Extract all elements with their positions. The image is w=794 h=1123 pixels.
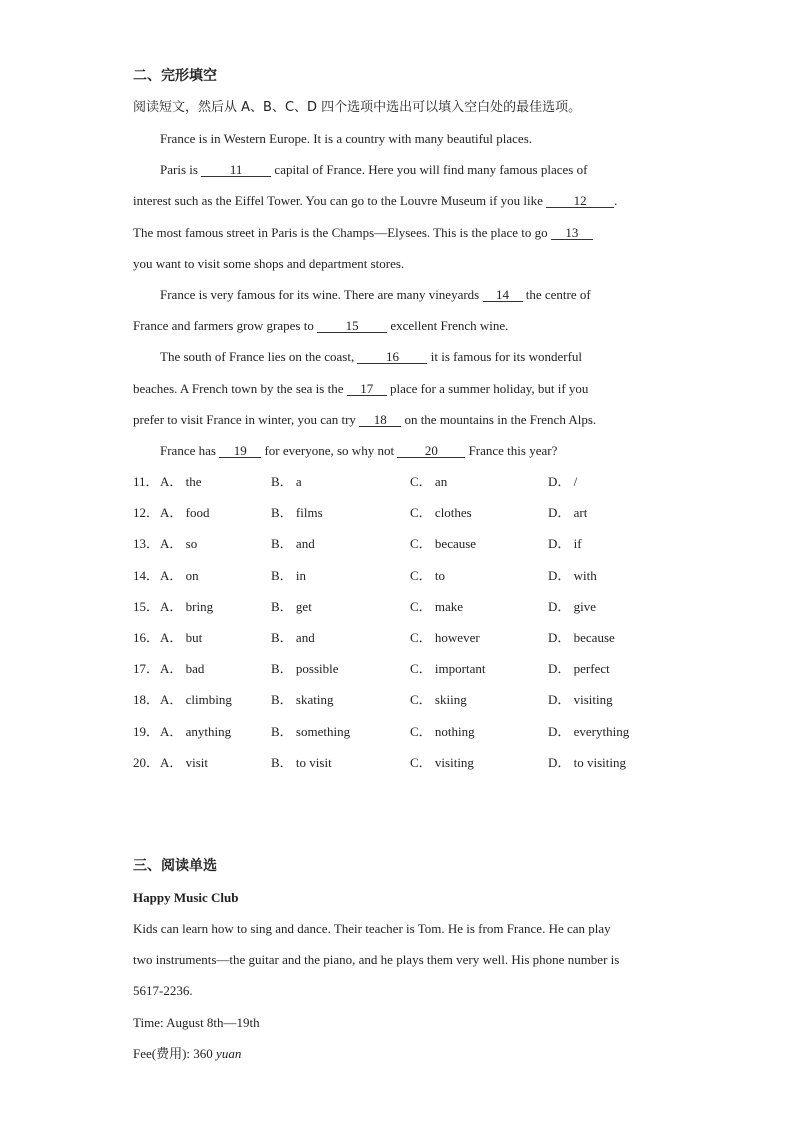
paragraph-4-line-2: beaches. A French town by the sea is the 17 place for a summer holiday, but if you: [133, 381, 589, 396]
blank-18: 18: [359, 413, 401, 427]
paragraph-2-line-1: Paris is 11 capital of France. Here you will find many famous places of: [160, 162, 588, 177]
instruction-text: 阅读短文，然后从 A、B、C、D 四个选项中选出可以填入空白处的最佳选项。: [133, 100, 582, 115]
paragraph-2-line-3: The most famous street in Paris is the Champs—Elysees. This is the place to go 13: [133, 225, 593, 241]
option-a: A． bad: [160, 661, 205, 676]
option-c: C． nothing: [410, 724, 475, 739]
paragraph-2-line-2: interest such as the Eiffel Tower. You can go to the Louvre Museum if you like 12 .: [133, 193, 618, 208]
blank-17: 17: [347, 382, 387, 396]
option-a: A． food: [160, 505, 210, 520]
blank-20: 20: [397, 444, 465, 458]
option-d: D． because: [548, 630, 615, 645]
option-b: B． and: [271, 630, 315, 645]
blank-13: 13: [551, 226, 593, 240]
paragraph-2-line-4: you want to visit some shops and department stores.: [133, 256, 405, 271]
option-d: D． perfect: [548, 661, 610, 676]
option-c: C． because: [410, 536, 477, 551]
question-number: 15．: [133, 599, 160, 614]
option-b: B． possible: [271, 661, 339, 676]
article-line-2: two instruments—the guitar and the piano, and he plays them very well. His phone number is: [133, 952, 620, 967]
question-number: 17．: [133, 661, 160, 676]
option-d: D． everything: [548, 724, 630, 739]
option-c: C． make: [410, 599, 464, 614]
option-b: B． to visit: [271, 755, 332, 770]
option-a: A． so: [160, 536, 198, 551]
option-c: C． clothes: [410, 505, 472, 520]
blank-16: 16: [357, 350, 427, 364]
option-d: D． with: [548, 568, 597, 583]
question-number: 19．: [133, 724, 160, 739]
option-c: C． important: [410, 661, 486, 676]
question-number: 12．: [133, 505, 160, 520]
paragraph-1: France is in Western Europe. It is a country with many beautiful places.: [160, 131, 532, 146]
option-c: C． an: [410, 474, 448, 489]
article-title: Happy Music Club: [133, 890, 239, 905]
option-c: C． visiting: [410, 755, 474, 770]
option-b: B． something: [271, 724, 351, 739]
paragraph-4-line-1: The south of France lies on the coast, 16 it is famous for its wonderful: [160, 349, 583, 364]
option-d: D． give: [548, 599, 597, 614]
option-a: A． the: [160, 474, 202, 489]
option-b: B． in: [271, 568, 307, 583]
paragraph-4-line-3: prefer to visit France in winter, you can try 18 on the mountains in the French Alps.: [133, 412, 597, 427]
option-a: A． visit: [160, 755, 209, 770]
option-c: C． however: [410, 630, 480, 645]
option-b: B． get: [271, 599, 312, 614]
option-a: A． on: [160, 568, 199, 583]
option-d: D． if: [548, 536, 582, 551]
option-b: B． films: [271, 505, 323, 520]
blank-12: 12: [546, 194, 614, 208]
option-d: D． /: [548, 474, 578, 489]
option-b: B． and: [271, 536, 315, 551]
option-c: C． to: [410, 568, 446, 583]
blank-19: 19: [219, 444, 261, 458]
blank-14: 14: [483, 288, 523, 302]
option-a: A． but: [160, 630, 203, 645]
option-c: C． skiing: [410, 692, 467, 707]
option-d: D． art: [548, 505, 588, 520]
option-d: D． to visiting: [548, 755, 627, 770]
option-a: A． climbing: [160, 692, 232, 707]
blank-11: 11: [201, 163, 271, 177]
option-a: A． bring: [160, 599, 214, 614]
question-number: 20．: [133, 755, 160, 770]
club-fee: Fee(费用): 360 yuan: [133, 1046, 242, 1061]
article-line-3: 5617-2236.: [133, 983, 193, 998]
paragraph-5: France has 19 for everyone, so why not 20 France this year?: [160, 443, 558, 458]
question-number: 14．: [133, 568, 160, 583]
section-heading-cloze: 二、完形填空: [133, 68, 217, 84]
option-b: B． a: [271, 474, 302, 489]
question-number: 11．: [133, 474, 159, 489]
paragraph-3-line-2: France and farmers grow grapes to 15 excellent French wine.: [133, 318, 509, 333]
question-number: 13．: [133, 536, 160, 551]
option-d: D． visiting: [548, 692, 613, 707]
option-b: B． skating: [271, 692, 334, 707]
question-number: 18．: [133, 692, 160, 707]
paragraph-3-line-1: France is very famous for its wine. There are many vineyards 14 the centre of: [160, 287, 591, 302]
article-line-1: Kids can learn how to sing and dance. Their teacher is Tom. He is from France. He can play: [133, 921, 611, 936]
option-a: A． anything: [160, 724, 232, 739]
club-time: Time: August 8th—19th: [133, 1015, 260, 1030]
question-number: 16．: [133, 630, 160, 645]
blank-15: 15: [317, 319, 387, 333]
section-heading-reading: 三、阅读单选: [133, 858, 217, 874]
